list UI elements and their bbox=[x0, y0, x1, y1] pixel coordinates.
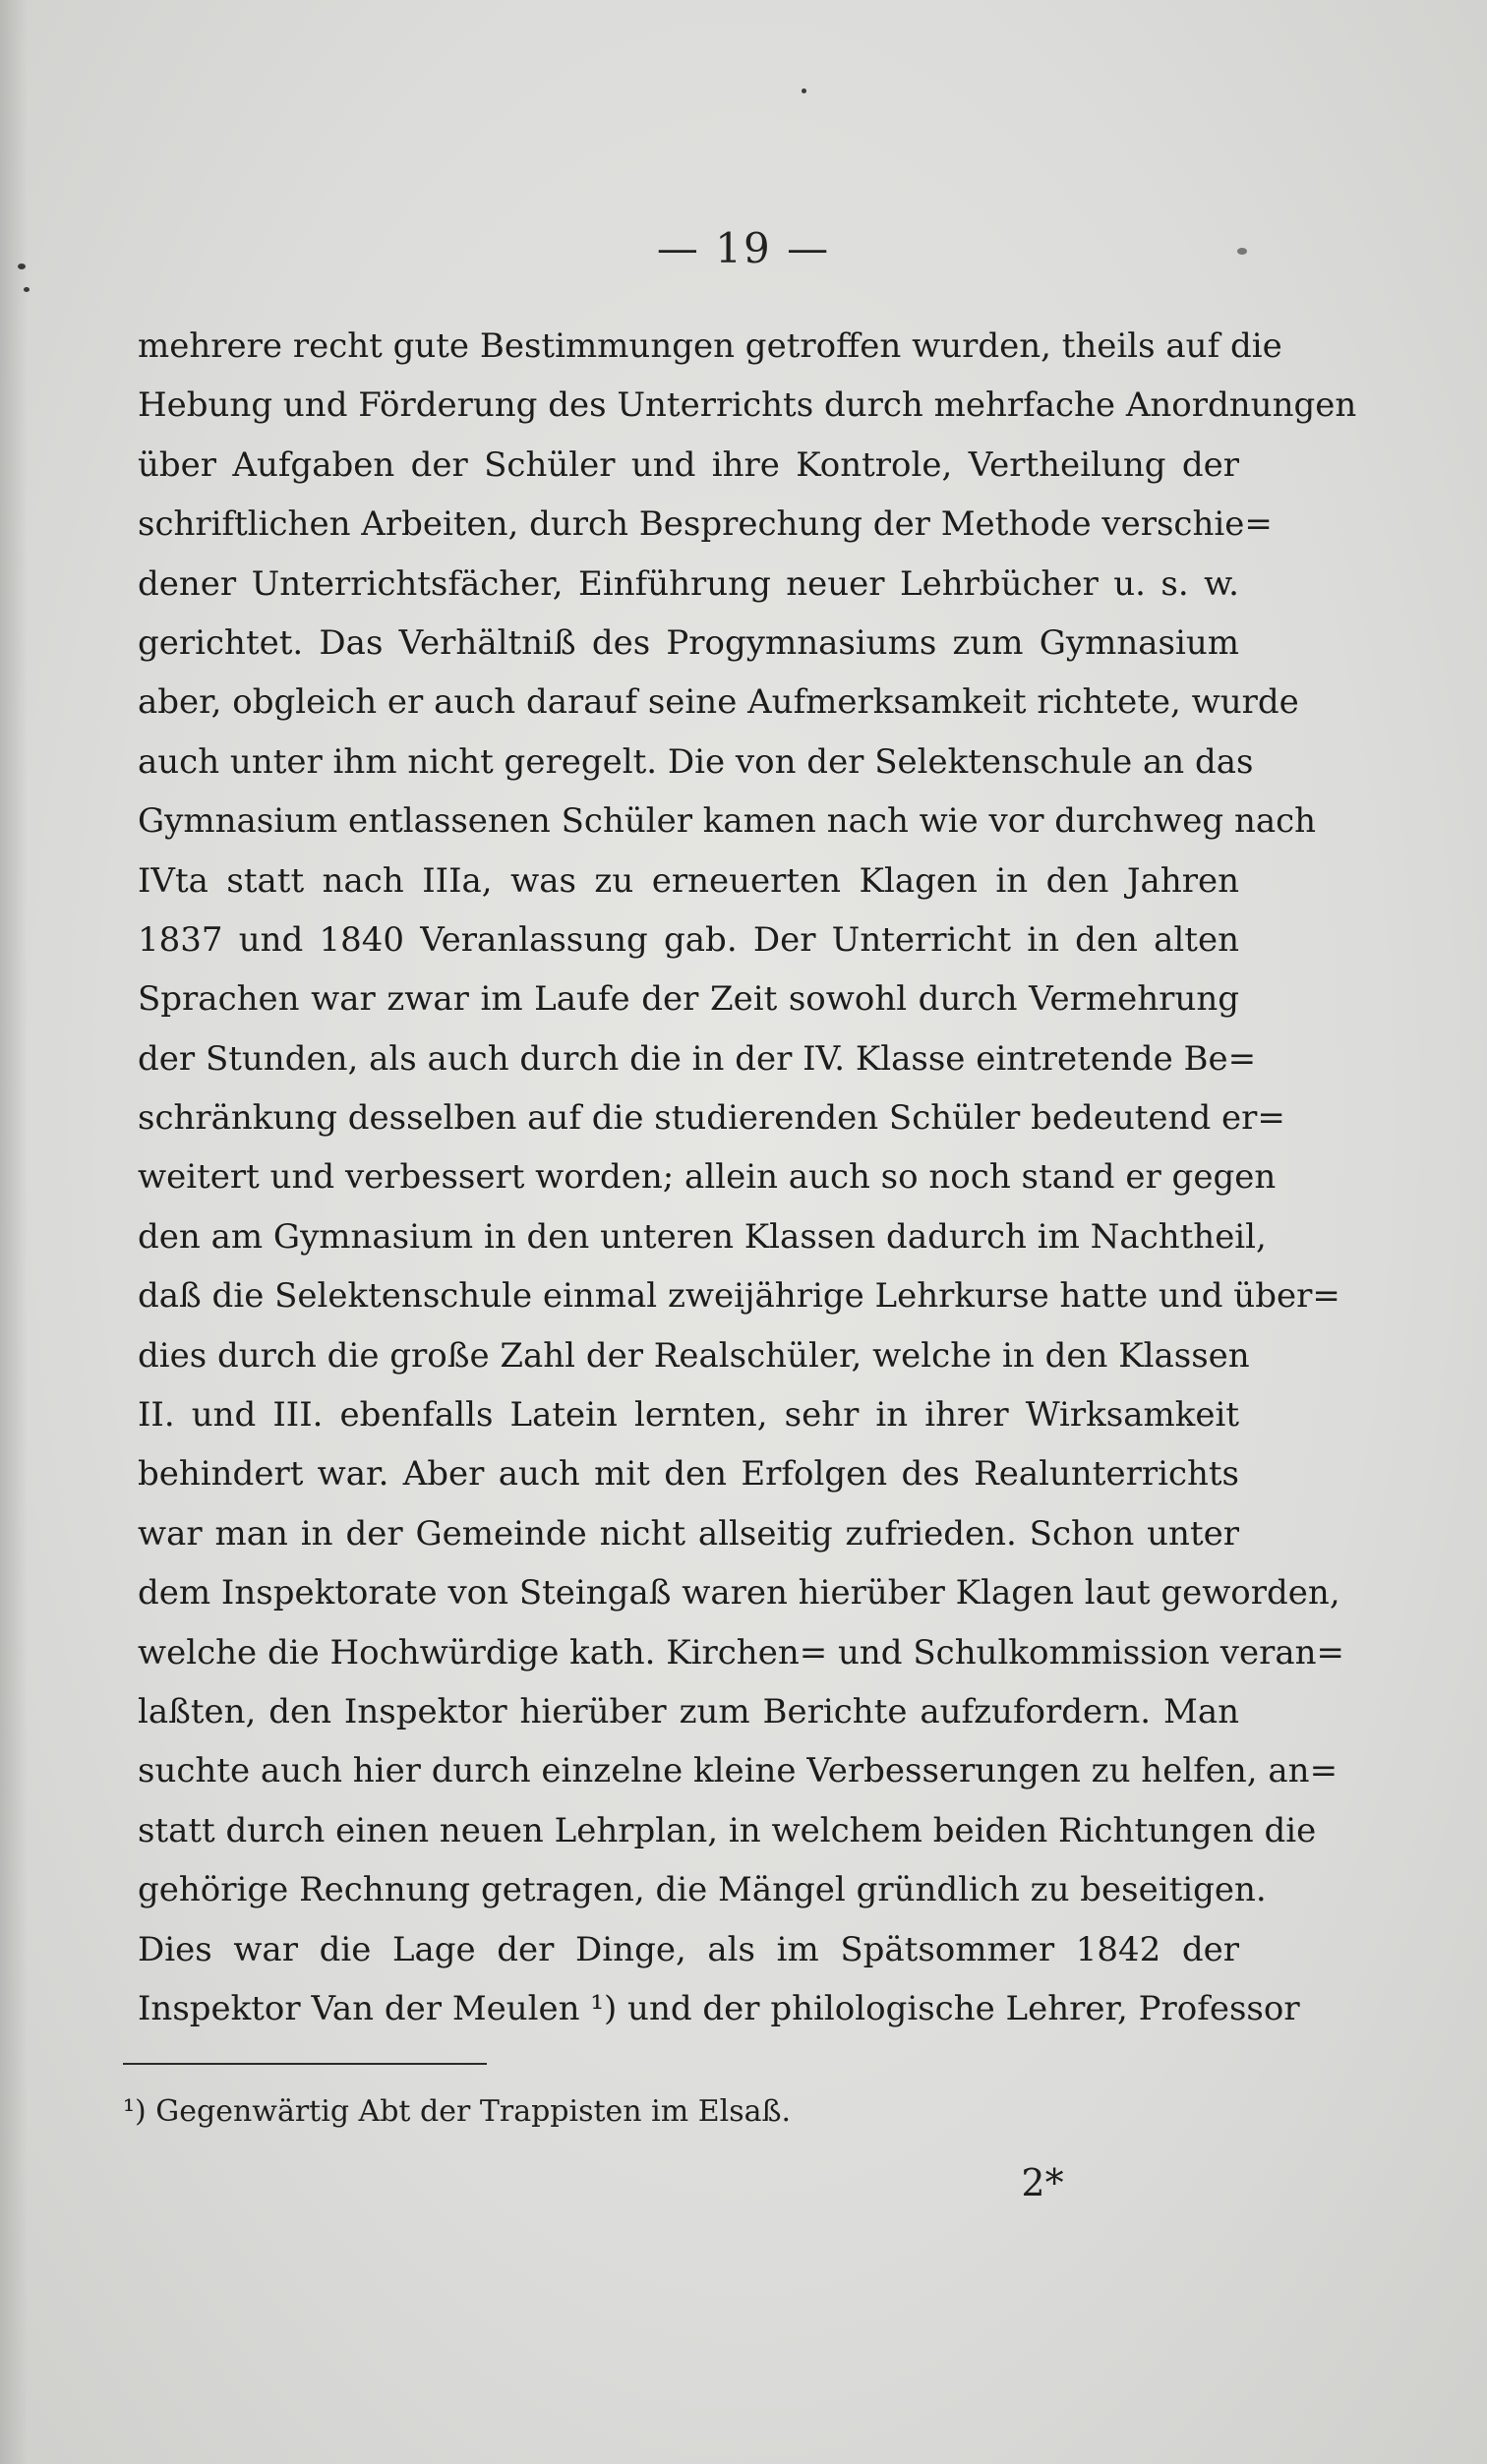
text-line: welche die Hochwürdige kath. Kirchen= und Schulkommission veran= bbox=[138, 1632, 1344, 1672]
text-line: IVta statt nach IIIa, was zu erneuerten Klagen in den Jahren bbox=[138, 860, 1239, 901]
text-line: war man in der Gemeinde nicht allseitig zufrieden. Schon unter bbox=[138, 1513, 1239, 1554]
body-text bbox=[138, 317, 1357, 2038]
text-line: gehörige Rechnung getragen, die Mängel gründlich zu beseitigen. bbox=[138, 1870, 1267, 1910]
text-line: dener Unterrichtsfächer, Einführung neuer Lehrbücher u. s. w. bbox=[138, 563, 1239, 604]
text-line: 1837 und 1840 Veranlassung gab. Der Unterricht in den alten bbox=[138, 919, 1239, 960]
text-line: Inspektor Van der Meulen ¹) und der philologische Lehrer, Professor bbox=[138, 1988, 1300, 2028]
text-line: Gymnasium entlassenen Schüler kamen nach wie vor durchweg nach bbox=[138, 801, 1317, 842]
text-line: II. und III. ebenfalls Latein lernten, sehr in ihrer Wirksamkeit bbox=[138, 1395, 1239, 1436]
text-line: weitert und verbessert worden; allein auch so noch stand er gegen bbox=[138, 1157, 1277, 1198]
page-edge-shadow bbox=[0, 0, 28, 2464]
footnote-rule bbox=[123, 2063, 487, 2065]
text-line: schriftlichen Arbeiten, durch Besprechung der Methode verschie= bbox=[138, 504, 1273, 545]
text-line: schränkung desselben auf die studierenden Schüler bedeutend er= bbox=[138, 1098, 1285, 1139]
text-line: statt durch einen neuen Lehrplan, in welchem beiden Richtungen die bbox=[138, 1810, 1317, 1850]
text-line: über Aufgaben der Schüler und ihre Kontrole, Vertheilung der bbox=[138, 444, 1239, 485]
footnote: ¹) Gegenwärtig Abt der Trappisten im Elsaß. bbox=[123, 2094, 792, 2129]
text-line: daß die Selektenschule einmal zweijährige Lehrkurse hatte und über= bbox=[138, 1276, 1340, 1317]
text-line: gerichtet. Das Verhältniß des Progymnasiums zum Gymnasium bbox=[138, 622, 1239, 663]
text-line: behindert war. Aber auch mit den Erfolgen des Realunterrichts bbox=[138, 1454, 1239, 1495]
text-line: der Stunden, als auch durch die in der IV. Klasse eintretende Be= bbox=[138, 1038, 1257, 1079]
text-line: dies durch die große Zahl der Realschüler, welche in den Klassen bbox=[138, 1335, 1250, 1376]
paper-speck bbox=[1237, 248, 1247, 255]
paper-speck bbox=[24, 287, 30, 292]
signature-mark: 2* bbox=[1021, 2161, 1064, 2204]
text-line: Sprachen war zwar im Laufe der Zeit sowohl durch Vermehrung bbox=[138, 979, 1239, 1020]
text-line: auch unter ihm nicht geregelt. Die von der Selektenschule an das bbox=[138, 741, 1254, 782]
text-line: Dies war die Lage der Dinge, als im Spätsommer 1842 der bbox=[138, 1929, 1239, 1969]
text-line: laßten, den Inspektor hierüber zum Berichte aufzufordern. Man bbox=[138, 1691, 1239, 1731]
paper-speck bbox=[802, 88, 806, 93]
paper-speck bbox=[18, 264, 26, 269]
text-line: aber, obgleich er auch darauf seine Aufmerksamkeit richtete, wurde bbox=[138, 682, 1299, 723]
text-line: dem Inspektorate von Steingaß waren hierüber Klagen laut geworden, bbox=[138, 1573, 1340, 1613]
text-line: den am Gymnasium in den unteren Klassen dadurch im Nachtheil, bbox=[138, 1216, 1267, 1257]
page-number: — 19 — bbox=[656, 224, 831, 272]
text-line: suchte auch hier durch einzelne kleine Verbesserungen zu helfen, an= bbox=[138, 1751, 1338, 1791]
text-line: mehrere recht gute Bestimmungen getroffen wurden, theils auf die bbox=[138, 326, 1282, 366]
text-line: Hebung und Förderung des Unterrichts durch mehrfache Anordnungen bbox=[138, 385, 1357, 426]
